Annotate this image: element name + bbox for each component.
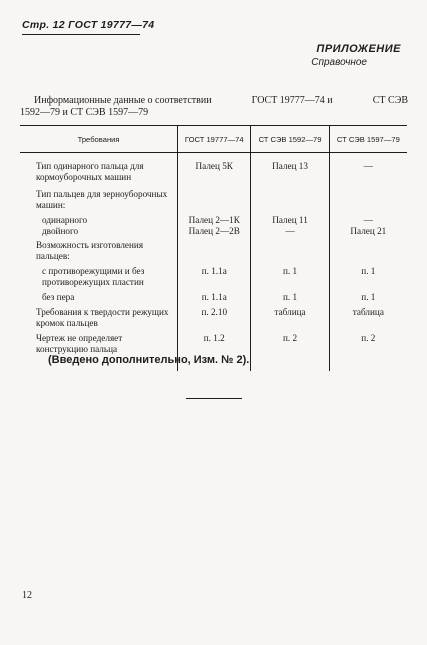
table-row [20,153,407,184]
table-cell-value [329,237,407,262]
table-cell-value [178,237,251,262]
appendix-subtitle: Справочное [311,57,367,68]
table-cell-value [329,183,407,211]
table-cell-requirement: Тип одинарного пальца для кормоуборочных машин [36,161,144,182]
col-header-requirements: Требования [20,126,178,153]
table-cell-requirement: с противорежущими и без противорежущих пластин [42,266,145,287]
table-cell-value: Палец 21 [329,226,407,237]
table-cell-value: п. 2 [329,329,407,371]
table-cell-value: Палец 2—1К [178,211,251,226]
table-cell-value: п. 1 [251,288,329,303]
appendix-title: ПРИЛОЖЕНИЕ [316,43,401,55]
table-cell-value: Палец 2—2В [178,226,251,237]
table-cell-requirement: Чертеж не определяет конструкцию пальца [36,333,123,354]
table-cell-value [251,183,329,211]
closing-rule [186,398,242,399]
col-header-gost: ГОСТ 19777—74 [178,126,251,153]
table-header-row [20,126,407,153]
intro-text-a: Информационные данные о соответствии [34,95,212,106]
table-cell-requirement: Тип пальцев для зерноуборочных машин: [36,189,168,210]
table-cell-value: п. 2.10 [178,303,251,329]
table-row [20,226,407,237]
table-cell-requirement: Требования к твердости режущих кромок пальцев [36,307,169,328]
table-row [20,237,407,262]
table-cell-value: Палец 11 [251,211,329,226]
intro-line-1 [20,95,408,107]
header-rule [22,34,140,35]
table-cell-value: п. 1 [329,288,407,303]
table-cell-value: п. 1.2 [178,329,251,371]
table-cell-value: — [251,226,329,237]
table-cell-requirement: Возможность изготовления пальцев: [36,240,144,261]
table-cell-requirement: без пера [42,292,75,302]
table-cell-value: — [329,211,407,226]
table-cell-value: таблица [251,303,329,329]
amendment-note: (Введено дополнительно, Изм. № 2). [48,354,250,366]
table-cell-value: таблица [329,303,407,329]
table-cell-requirement: одинарного [42,215,88,225]
comparison-table [20,125,407,371]
table-row [20,211,407,226]
table-row [20,303,407,329]
intro-text-c: СТ СЭВ [372,95,408,106]
col-header-st-sev-1592: СТ СЭВ 1592—79 [251,126,329,153]
page-number: 12 [22,590,32,601]
intro-paragraph [20,95,408,119]
running-head: Стр. 12 ГОСТ 19777—74 [22,19,155,31]
table-cell-value: — [329,153,407,184]
table-cell-value: п. 1.1а [178,288,251,303]
table-cell-value: п. 1 [329,262,407,288]
table-cell-value [178,183,251,211]
intro-text-b: ГОСТ 19777—74 и [251,95,333,106]
col-header-st-sev-1597: СТ СЭВ 1597—79 [329,126,407,153]
table-cell-value: Палец 13 [251,153,329,184]
table-cell-value: п. 1.1а [178,262,251,288]
table-cell-value: Палец 5К [178,153,251,184]
intro-line-2: 1592—79 и СТ СЭВ 1597—79 [20,107,149,118]
table-row [20,288,407,303]
table-row [20,262,407,288]
table-cell-value: п. 2 [251,329,329,371]
table-cell-value: п. 1 [251,262,329,288]
table-cell-requirement: двойного [42,226,79,236]
table-cell-value [251,237,329,262]
table-row [20,183,407,211]
table-body [20,153,407,372]
